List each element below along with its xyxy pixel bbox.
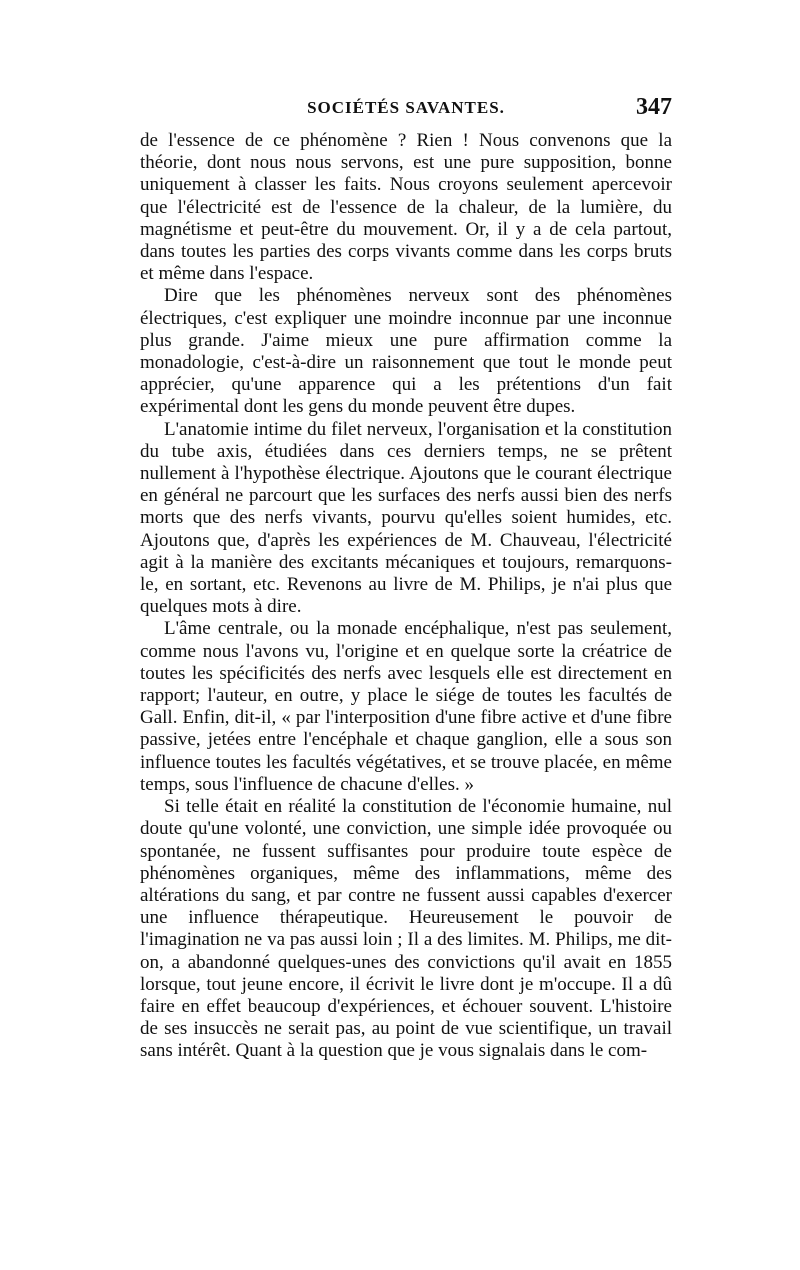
paragraph-4: L'âme centrale, ou la monade encéphalique, n'est pas seulement, comme nous l'avons vu, l'origine et en quelque sorte la créatrice de toutes les spécificités des nerfs avec lesquels elle est directement en rapport; l'auteur, en outre, y place le siége de toutes les facultés de Gall. Enfin, dit-il, « par l'interposition d'une fibre active et d'une fibre passive, jetées entre l'encéphale et chaque ganglion, elle a sous son influence toutes les facultés végétatives, et se trouve placée, en même temps, sous l'influence de chacune d'elles. » [140, 618, 672, 795]
running-title: SOCIÉTÉS SAVANTES. [307, 98, 505, 117]
body-text [140, 130, 672, 1063]
paragraph-3: L'anatomie intime du filet nerveux, l'organisation et la constitution du tube axis, étudiées dans ces derniers temps, ne se prêtent nullement à l'hypothèse électrique. Ajoutons que le courant électrique en général ne parcourt que les surfaces des nerfs aussi bien des nerfs morts que des nerfs vivants, pourvu qu'elles soient humides, etc. Ajoutons que, d'après les expériences de M. Chauveau, l'électricité agit à la manière des excitants mécaniques et toujours, remarquons-le, en sortant, etc. Revenons au livre de M. Philips, je n'ai plus que quelques mots à dire. [140, 418, 672, 618]
paragraph-1: de l'essence de ce phénomène ? Rien ! Nous convenons que la théorie, dont nous nous servons, est une pure supposition, bonne uniquement à classer les faits. Nous croyons seulement apercevoir que l'électricité est de l'essence de la chaleur, de la lumière, du magnétisme et peut-être du mouvement. Or, il y a de cela partout, dans toutes les parties des corps vivants comme dans les corps bruts et même dans l'espace. [140, 130, 672, 285]
paragraph-2: Dire que les phénomènes nerveux sont des phénomènes électriques, c'est expliquer une moindre inconnue par une inconnue plus grande. J'aime mieux une pure affirmation comme la monadologie, c'est-à-dire un raisonnement que tout le monde peut apprécier, qu'une apparence qui a les prétentions d'un fait expérimental dont les gens du monde peuvent être dupes. [140, 285, 672, 418]
paragraph-5: Si telle était en réalité la constitution de l'économie humaine, nul doute qu'une volonté, une conviction, une simple idée provoquée ou spontanée, ne fussent suffisantes pour produire toute espèce de phénomènes organiques, même des inflammations, même des altérations du sang, et par contre ne fussent aussi capables d'exercer une influence thérapeutique. Heureusement le pouvoir de l'imagination ne va pas aussi loin ; Il a des limites. M. Philips, me dit-on, a abandonné quelques-unes des convictions qu'il avait en 1855 lorsque, tout jeune encore, il écrivit le livre dont je m'occupe. Il a dû faire en effet beaucoup d'expériences, et échouer souvent. L'histoire de ses insuccès ne serait pas, au point de vue scientifique, un travail sans intérêt. Quant à la question que je vous signalais dans le com- [140, 796, 672, 1062]
page-number: 347 [636, 94, 672, 120]
page-header [140, 94, 672, 130]
book-page [140, 94, 672, 1063]
